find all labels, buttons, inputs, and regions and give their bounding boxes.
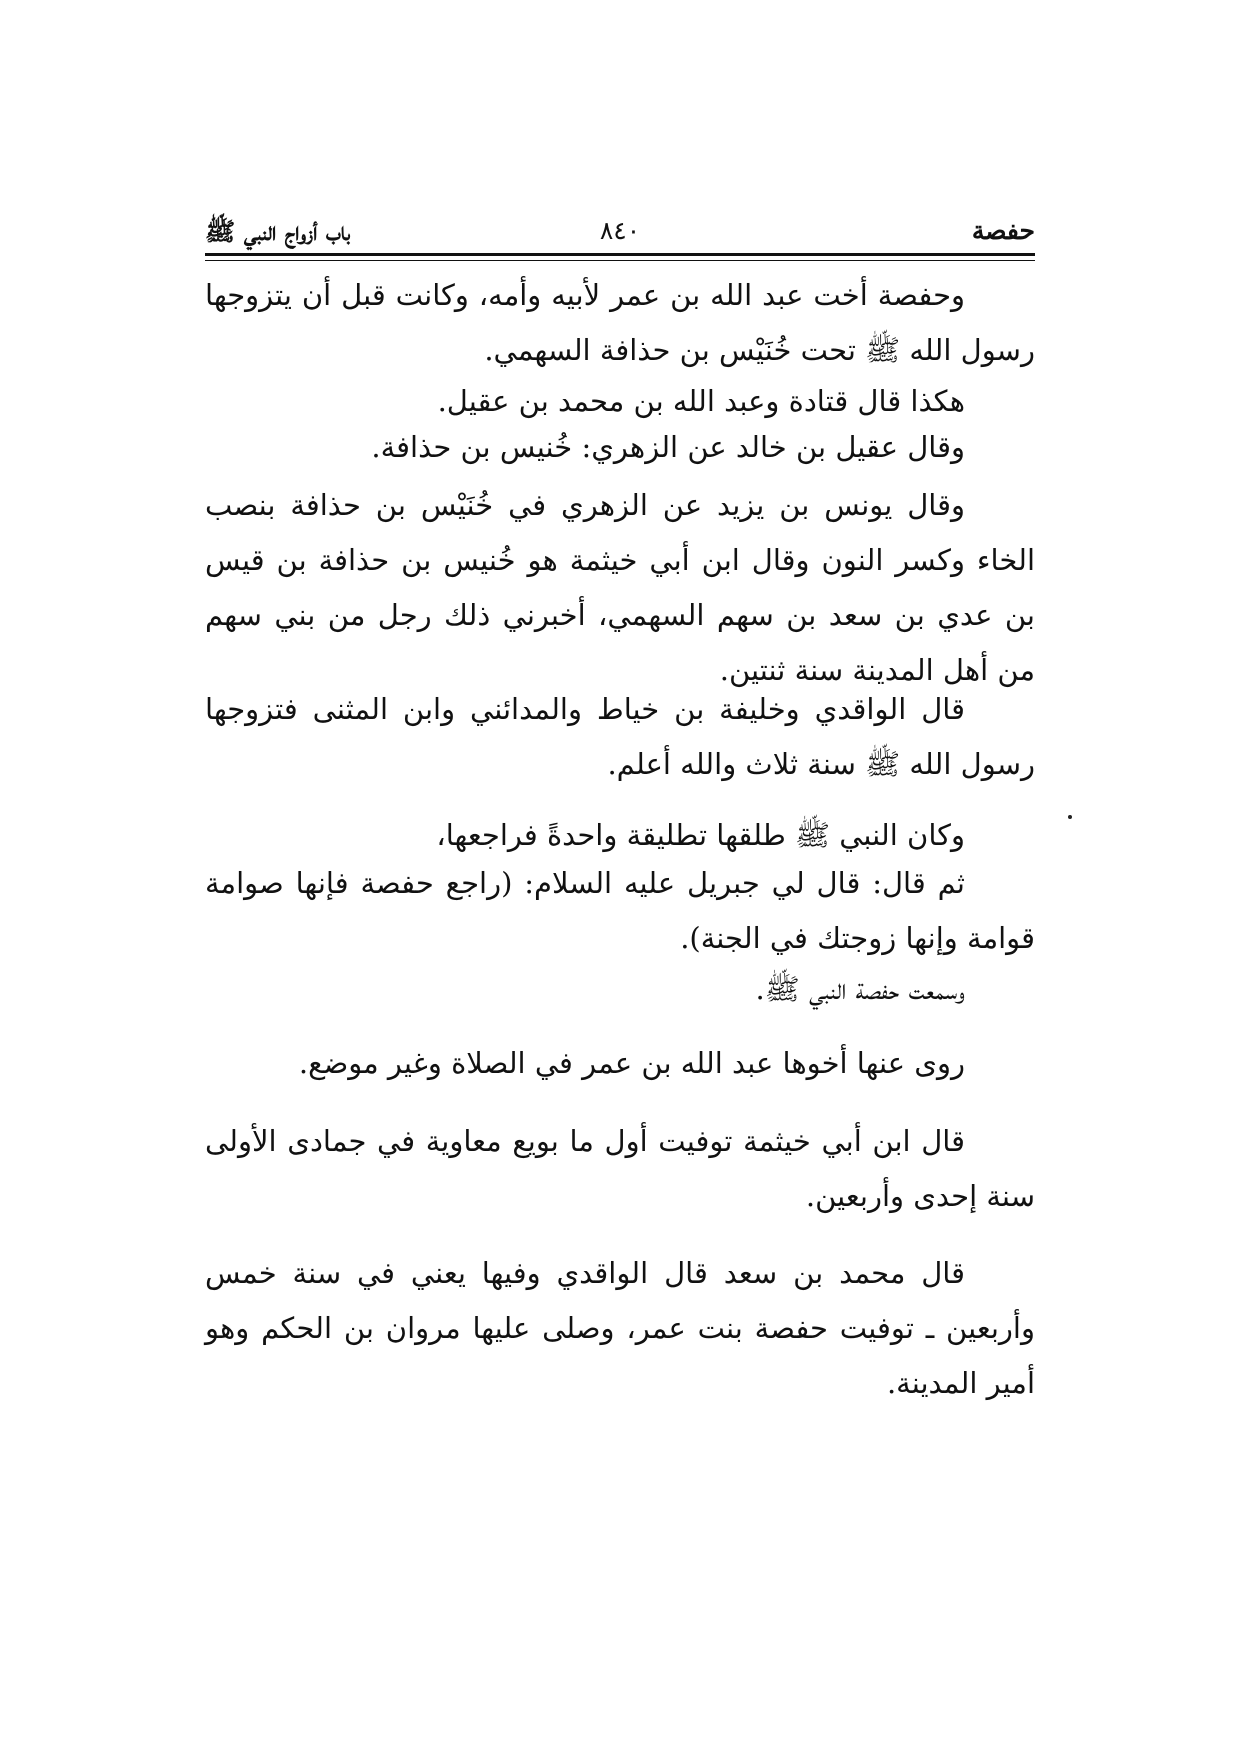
- paragraph-9: روى عنها أخوها عبد الله بن عمر في الصلاة وغير موضع.: [298, 1046, 965, 1080]
- paragraph-2: هكذا قال قتادة وعبد الله بن محمد بن عقيل.: [437, 384, 965, 418]
- paragraph-11: قال محمد بن سعد قال الواقدي وفيها يعني في سنة خمس وأربعين ـ توفيت حفصة بنت عمر، وصلى عليها مروان بن الحكم وهو أمير المدينة.: [205, 1256, 1035, 1400]
- paragraph-7: ثم قال: قال لي جبريل عليه السلام: (راجع حفصة فإنها صوامة قوامة وإنها زوجتك في الجنة).: [205, 866, 1035, 955]
- header-chapter-name: حفصة: [971, 216, 1035, 245]
- stray-mark: [1068, 815, 1072, 819]
- running-header: [205, 208, 1035, 256]
- paragraph-4: وقال يونس بن يزيد عن الزهري في خُنَيْس بن حذافة بنصب الخاء وكسر النون وقال ابن أبي خيثمة هو خُنيس بن حذافة بن قيس بن عدي بن سعد بن سهم السهمي، أخبرني ذلك رجل من بني سهم من أهل المدينة سنة ثنتين.: [205, 488, 1035, 687]
- paragraph-6: وكان النبي ﷺ طلقها تطليقة واحدةً فراجعها،: [436, 818, 965, 852]
- paragraph-1: وحفصة أخت عبد الله بن عمر لأبيه وأمه، وكانت قبل أن يتزوجها رسول الله ﷺ تحت خُنَيْس بن حذافة السهمي.: [205, 278, 1035, 367]
- header-section-title: باب أزواج النبي ﷺ: [205, 217, 351, 246]
- page-number: ٨٤٠: [599, 216, 641, 245]
- header-rule-thin: [205, 260, 1035, 261]
- paragraph-10: قال ابن أبي خيثمة توفيت أول ما بويع معاوية في جمادى الأولى سنة إحدى وأربعين.: [205, 1124, 1035, 1213]
- paragraph-8: وسمعت حفصة النبي ﷺ.: [755, 972, 965, 1006]
- paragraph-5: قال الواقدي وخليفة بن خياط والمدائني وابن المثنى فتزوجها رسول الله ﷺ سنة ثلاث والله أعلم.: [205, 692, 1035, 781]
- header-rule: [205, 253, 1035, 256]
- paragraph-3: وقال عقيل بن خالد عن الزهري: خُنيس بن حذافة.: [371, 430, 965, 464]
